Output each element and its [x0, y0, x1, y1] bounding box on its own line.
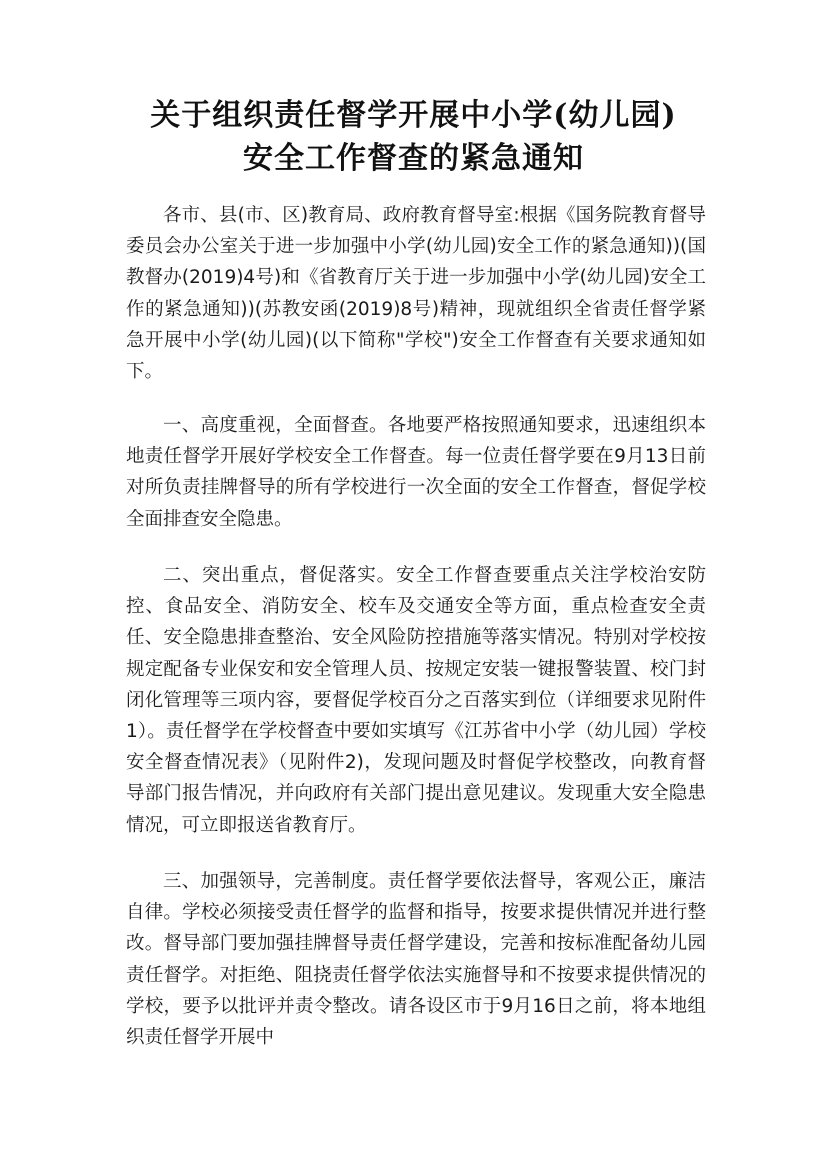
- paragraph-section-1: 一、高度重视，全面督查。各地要严格按照通知要求，迅速组织本地责任督学开展好学校安全工作督查。每一位责任督学要在9月13日前对所负责挂牌督导的所有学校进行一次全面的安全工作督查，督促学校全面排查安全隐患。: [126, 415, 706, 530]
- document-title-line-2: 安全工作督查的紧急通知: [243, 141, 584, 176]
- paragraph-section-3: 三、加强领导，完善制度。责任督学要依法督导，客观公正，廉洁自律。学校必须接受责任督学的监督和指导，按要求提供情况并进行整改。督导部门要加强挂牌督导责任督学建设，完善和按标准配备幼儿园责任督学。对拒绝、阻挠责任督学依法实施督导和不按要求提供情况的学校，要予以批评并责令整改。请各设区市于9月16日之前，将本地组织责任督学开展中: [126, 871, 706, 1049]
- paragraph-intro: 各市、县(市、区)教育局、政府教育督导室:根据《国务院教育督导委员会办公室关于进一步加强中小学(幼儿园)安全工作的紧急通知))(国教督办(2019)4号)和《省教育厅关于进一步加强中小学(幼儿园)安全工作的紧急通知))(苏教安函(2019)8号)精神，现就组织全省责任督学紧急开展中小学(幼儿园)(以下简称"学校")安全工作督查有关要求通知如下。: [126, 205, 706, 383]
- paragraph-section-2: 二、突出重点，督促落实。安全工作督查要重点关注学校治安防控、食品安全、消防安全、校车及交通安全等方面，重点检查安全责任、安全隐患排查整治、安全风险防控措施等落实情况。特别对学校按规定配备专业保安和安全管理人员、按规定安装一键报警装置、校门封闭化管理等三项内容，要督促学校百分之百落实到位（详细要求见附件1）。责任督学在学校督查中要如实填写《江苏省中小学（幼儿园）学校安全督查情况表》（见附件2)，发现问题及时督促学校整改，向教育督导部门报告情况，并向政府有关部门提出意见建议。发现重大安全隐患情况，可立即报送省教育厅。: [126, 565, 706, 836]
- document-title-line-1: 关于组织责任督学开展中小学(幼儿园): [150, 98, 677, 133]
